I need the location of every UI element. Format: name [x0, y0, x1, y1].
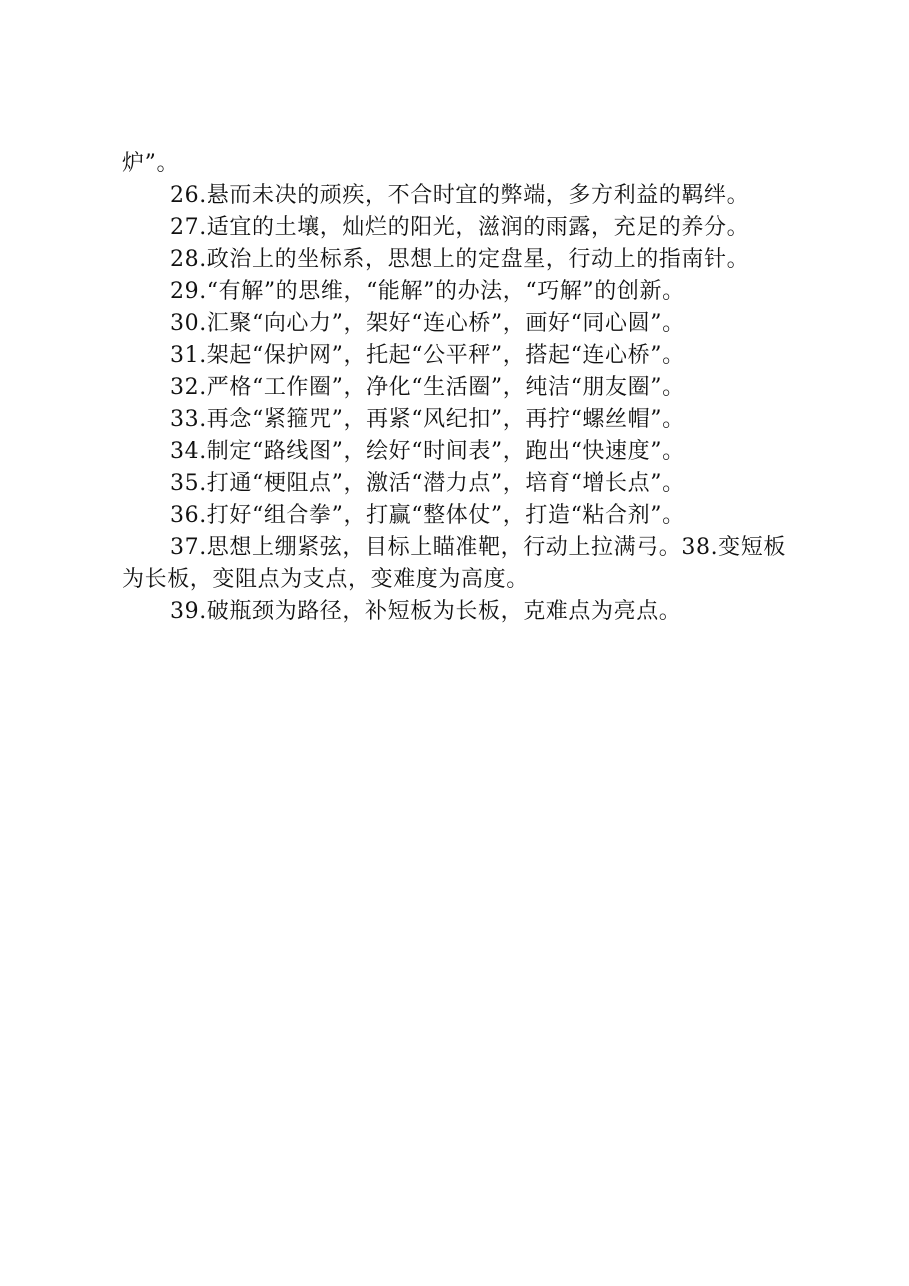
paragraph: 27.适宜的土壤，灿烂的阳光，滋润的雨露，充足的养分。 — [170, 215, 750, 240]
paragraph: 36.打好“组合拳”，打赢“整体仗”，打造“粘合剂”。 — [170, 503, 685, 528]
paragraph: 31.架起“保护网”，托起“公平秤”，搭起“连心桥”。 — [170, 343, 685, 368]
paragraph: 28.政治上的坐标系，思想上的定盘星，行动上的指南针。 — [170, 247, 750, 272]
paragraph: 39.破瓶颈为路径，补短板为长板，克难点为亮点。 — [170, 599, 682, 624]
paragraph: 33.再念“紧箍咒”，再紧“风纪扣”，再拧“螺丝帽”。 — [170, 407, 685, 432]
paragraph: 30.汇聚“向心力”，架好“连心桥”，画好“同心圆”。 — [170, 311, 685, 336]
paragraph: 26.悬而未决的顽疾，不合时宜的弊端，多方利益的羁绊。 — [170, 183, 750, 208]
paragraph: 炉”。 — [122, 151, 180, 176]
paragraph: 37.思想上绷紧弦，目标上瞄准靶，行动上拉满弓。38.变短板为长板，变阻点为支点，变难度为高度。 — [122, 535, 786, 592]
paragraph: 32.严格“工作圈”，净化“生活圈”，纯洁“朋友圈”。 — [170, 375, 685, 400]
document-body — [122, 148, 802, 628]
paragraph: 35.打通“梗阻点”，激活“潜力点”，培育“增长点”。 — [170, 471, 685, 496]
paragraph: 29.“有解”的思维，“能解”的办法，“巧解”的创新。 — [170, 279, 685, 304]
paragraph: 34.制定“路线图”，绘好“时间表”，跑出“快速度”。 — [170, 439, 685, 464]
